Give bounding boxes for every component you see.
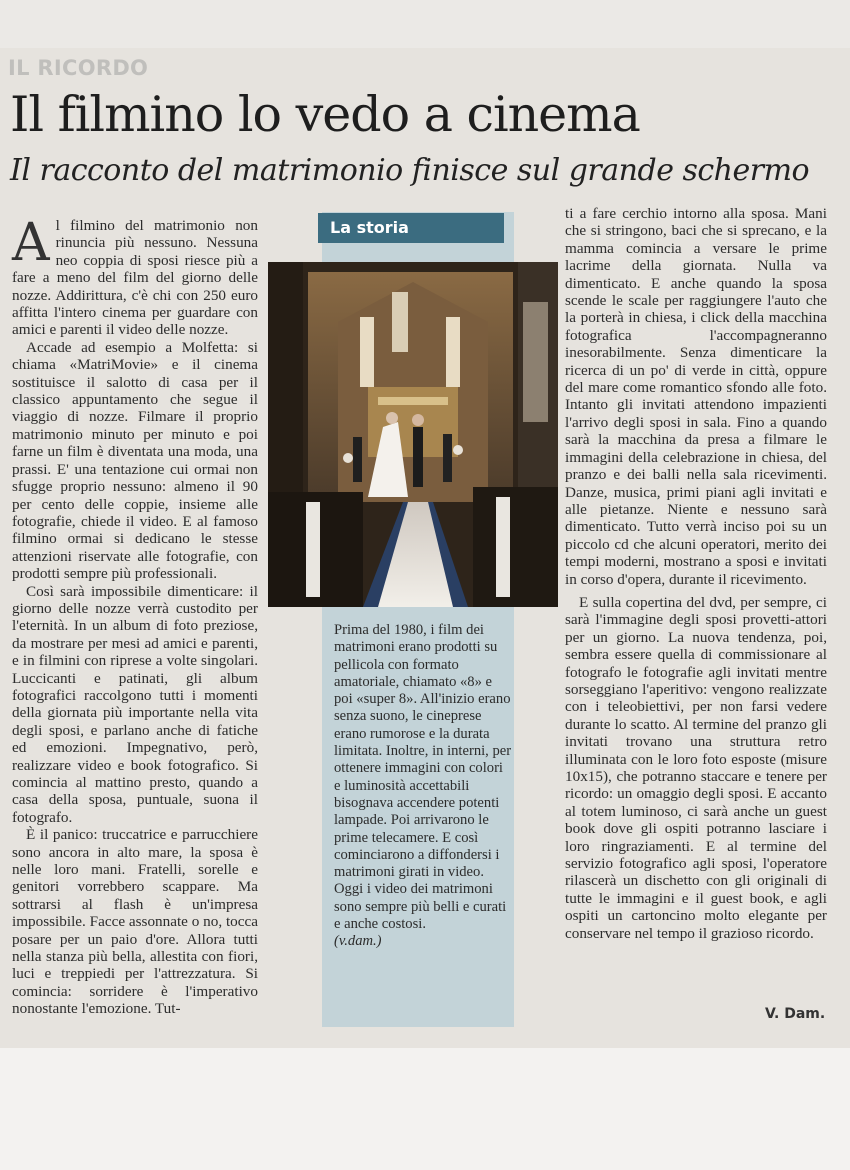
paragraph: È il panico: truccatrice e parrucchiere sono ancora in alto mare, la sposa è nelle loro mani. Fratelli, sorelle e genitori vorrebbero scappare. Ma sottrarsi al flash è un'impresa impossibile. Facce assonnate o no, tocca posare per un paio d'ore. Allora tutti nella stanza più bella, allestita con fiori, luci e treppiedi per l'attrezzatura. Si comincia: sorridere è l'imperativo nonostante l'emozione. Tut-	[12, 826, 258, 1018]
sidebar-signature: (v.dam.)	[334, 933, 382, 950]
paragraph	[12, 213, 258, 339]
article-column-left	[12, 213, 258, 1018]
paragraph: E sulla copertina del dvd, per sempre, ci sarà l'immagine degli sposi provetti-attori per un giorno. La nuova tendenza, poi, sembra essere quella di commissionare al fotografo le fotografie agli invitati mentre sorseggiano l'aperitivo: vengono realizzate con i teleobiettivi, per non farsi vedere durante lo scatto. Al termine del pranzo gli invitati trovano una struttura retro illuminata con le loro foto esposte (misure 10x15), che potranno staccare e tenere per ricordo: un omaggio degli sposi. E accanto al totem luminoso, ci sarà anche un guest book dove gli ospiti potranno lasciare i loro ringraziamenti. E al termine del servizio fotografico agli sposi, l'operatore rilascerà un dischetto con gli originali di tutte le immagini e il guest book, e agli ospiti un cartoncino molto elegante per conservare nel tempo il grazioso ricordo.	[565, 593, 827, 942]
paragraph: Così sarà impossibile dimenticare: il giorno delle nozze verrà custodito per l'eternità. In un album di foto preziose, da mostrare per mesi ad amici e parenti, e in filmini con riprese a volte singolari. Luccicanti e patinati, gli album fotografici raccolgono tutti i momenti della giornata più importante nella vita degli sposi, e parlano anche di fatiche ed emozioni. Impegnativo, però, realizzare video e book fotografico. Si comincia al mattino presto, quando a casa della sposa, puntuale, suona il fotografo.	[12, 582, 258, 826]
section-kicker: IL RICORDO	[8, 56, 149, 80]
sidebar-text	[334, 622, 512, 951]
paragraph: ti a fare cerchio intorno alla sposa. Mani che si stringono, baci che si sprecano, e la mamma comincia a versare le prime lacrime della giornata. Nulla va dimenticato. E anche quando la sposa scende le scale per raggiungere l'auto che la porterà in chiesa, i click della macchina fotografica l'accompagneranno inesorabilmente. Senza dimenticare la ricerca di un po' di verde in città, oppure del mare come romantico sfondo alle foto. Intanto gli invitati attendono impazienti l'arrivo degli sposi in sala. Fino a quando sarà la macchina da presa a filmare le immagini della celebrazione in chiesa, del pranzo e dei balli nella sala ricevimenti. Danze, musica, primi piani agli invitati e alle pietanze. Niente e nessuno sarà dimenticato. Tutto verrà inciso poi su un piccolo cd che alcuni operatori, merito dei tempi moderni, mostrano a sposi e invitati in corso d'opera, durante il ricevimento.	[565, 205, 827, 588]
article-subhead: Il racconto del matrimonio finisce sul grande schermo	[10, 153, 810, 188]
article-byline: V. Dam.	[765, 1006, 826, 1022]
paragraph-text: l filmino del matrimonio non rinuncia più nessuno. Nessuna neo coppia di sposi riesce più a fare a meno del film del giorno delle nozze. Addirittura, c'è chi con 250 euro affitta l'intero cinema per guardare con amici e parenti il video delle nozze.	[12, 217, 258, 339]
article-column-right	[565, 205, 827, 942]
drop-cap: A	[12, 213, 50, 273]
wedding-church-photo	[268, 262, 558, 607]
sidebar-title: La storia	[330, 218, 409, 237]
scan-margin	[0, 1048, 850, 1170]
sidebar-body: Prima del 1980, i film dei matrimoni erano prodotti su pellicola con formato amatoriale, chiamato «8» e poi «super 8». All'inizio erano senza suono, le cineprese erano rumorose e la durata limitata. Inoltre, in interni, per ottenere immagini con colori e luminosità accettabili bisognava accendere potenti lampade. Poi arrivarono le prime telecamere. E così cominciarono a diffondersi i matrimoni girati in video. Oggi i video dei matrimoni sono sempre più belli e curati e anche costosi.	[334, 622, 512, 933]
church-photo-illustration	[268, 262, 558, 607]
paragraph: Accade ad esempio a Molfetta: si chiama «MatriMovie» e il cinema sostituisce il salotto di casa per il classico appuntamento che segue il viaggio di nozze. Filmare il proprio matrimonio minuto per minuto e poi farne un film è diventata una moda, una prassi. E' una tentazione cui ormai non sfugge proprio nessuno: almeno il 90 per cento delle coppie, insieme alle fotografie, chiede il video. E al famoso filmino ormai si dedicano le stesse attenzioni riservate alle fotografie, con prodotti sempre più professionali.	[12, 338, 258, 583]
article-headline: Il filmino lo vedo a cinema	[10, 86, 640, 143]
